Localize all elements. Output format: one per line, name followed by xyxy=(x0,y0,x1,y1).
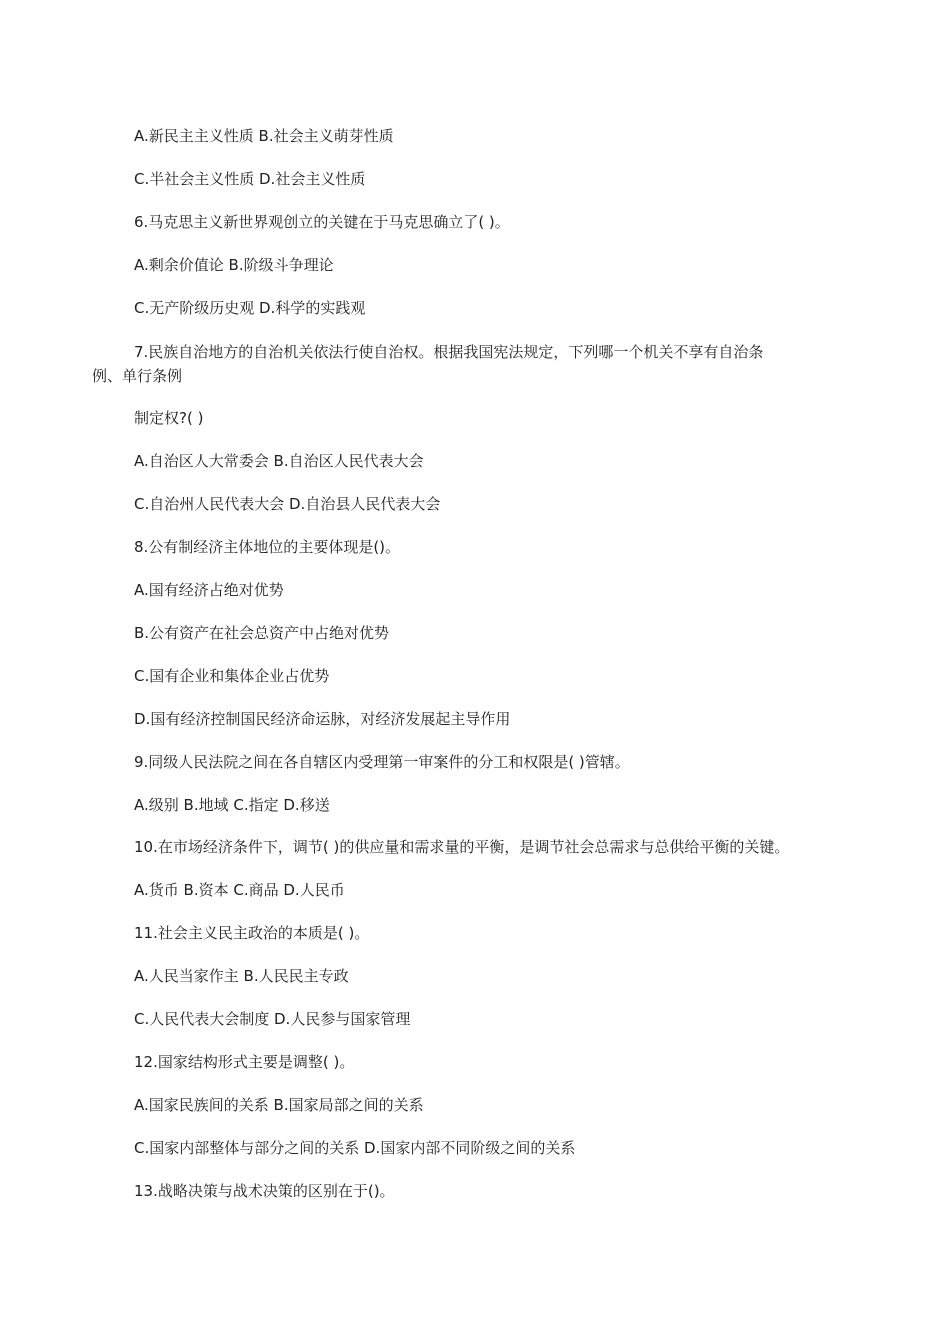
option-line-q7-cd: C.自治州人民代表大会 D.自治县人民代表大会 xyxy=(134,495,441,513)
question-7-line-1: 7.民族自治地方的自治机关依法行使自治权。根据我国宪法规定，下列哪一个机关不享有自治条 xyxy=(134,343,764,361)
question-6: 6.马克思主义新世界观创立的关键在于马克思确立了( )。 xyxy=(134,213,510,231)
option-line-q5-cd: C.半社会主义性质 D.社会主义性质 xyxy=(134,170,366,188)
option-q8-d: D.国有经济控制国民经济命运脉，对经济发展起主导作用 xyxy=(134,710,511,728)
option-q8-b: B.公有资产在社会总资产中占绝对优势 xyxy=(134,624,390,642)
question-10: 10.在市场经济条件下，调节( )的供应量和需求量的平衡，是调节社会总需求与总供给平衡的关键。 xyxy=(134,838,790,856)
option-line-q11-cd: C.人民代表大会制度 D.人民参与国家管理 xyxy=(134,1010,411,1028)
option-line-q9: A.级别 B.地域 C.指定 D.移送 xyxy=(134,796,330,814)
question-12: 12.国家结构形式主要是调整( )。 xyxy=(134,1053,355,1071)
option-q8-c: C.国有企业和集体企业占优势 xyxy=(134,667,330,685)
option-line-q6-cd: C.无产阶级历史观 D.科学的实践观 xyxy=(134,299,366,317)
option-line-q11-ab: A.人民当家作主 B.人民民主专政 xyxy=(134,967,349,985)
option-line-q10: A.货币 B.资本 C.商品 D.人民币 xyxy=(134,881,345,899)
question-11: 11.社会主义民主政治的本质是( )。 xyxy=(134,924,370,942)
option-line-q12-ab: A.国家民族间的关系 B.国家局部之间的关系 xyxy=(134,1096,424,1114)
question-8: 8.公有制经济主体地位的主要体现是()。 xyxy=(134,538,401,556)
question-13: 13.战略决策与战术决策的区别在于()。 xyxy=(134,1182,395,1200)
question-7-line-3: 制定权?( ) xyxy=(134,409,204,427)
option-line-q6-ab: A.剩余价值论 B.阶级斗争理论 xyxy=(134,256,334,274)
question-9: 9.同级人民法院之间在各自辖区内受理第一审案件的分工和权限是( )管辖。 xyxy=(134,753,630,771)
option-line-q12-cd: C.国家内部整体与部分之间的关系 D.国家内部不同阶级之间的关系 xyxy=(134,1139,576,1157)
option-q8-a: A.国有经济占绝对优势 xyxy=(134,581,284,599)
option-line-q7-ab: A.自治区人大常委会 B.自治区人民代表大会 xyxy=(134,452,424,470)
option-line-q5-ab: A.新民主主义性质 B.社会主义萌芽性质 xyxy=(134,127,394,145)
question-7-line-2: 例、单行条例 xyxy=(92,367,183,385)
